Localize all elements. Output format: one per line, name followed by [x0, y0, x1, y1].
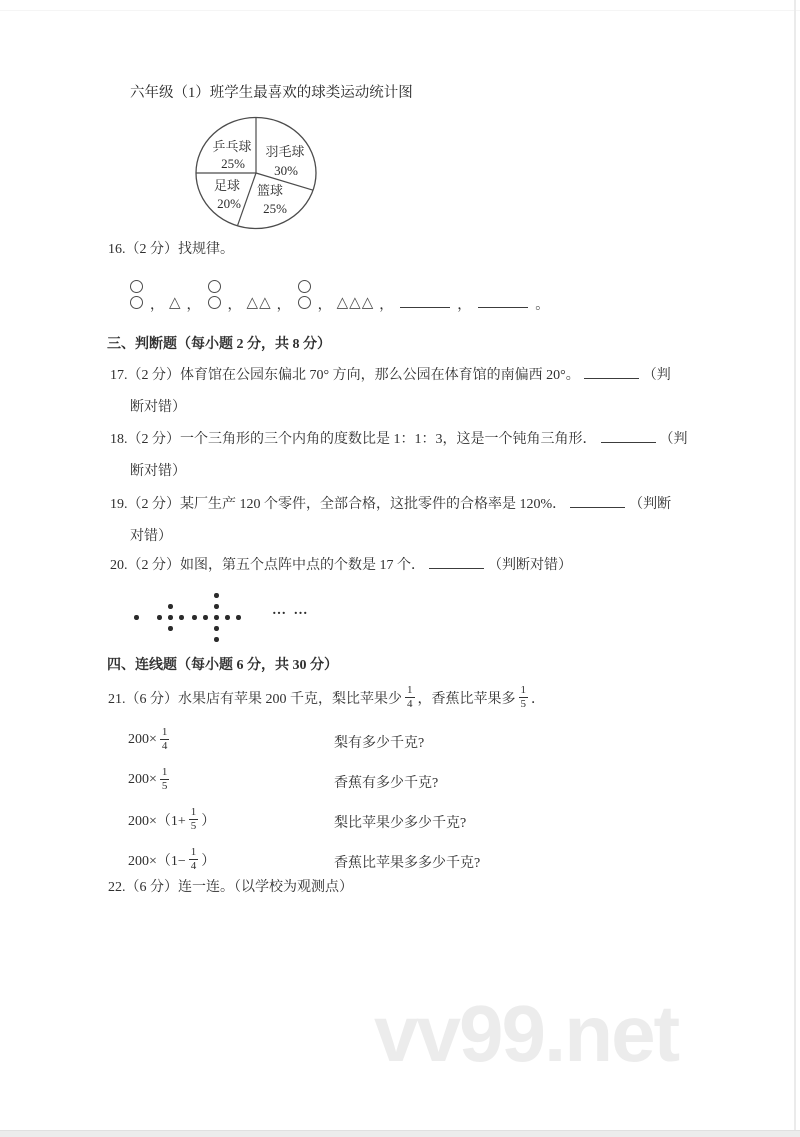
question-17-line1 [110, 367, 671, 385]
question-20-tail: （判断对错） [488, 558, 572, 573]
fraction: $\frac{1}{5}$ [190, 805, 197, 832]
question-16-pattern: ， △ ， ， △△ ， ， △△△ ， ， 。 [128, 272, 549, 310]
question-19-tail: （判断 [629, 497, 672, 512]
match-expression-1: 200× $\frac{1}{4}$ [128, 725, 168, 752]
match-expression-4: 200×（1− $\frac{1}{4}$ ） [128, 845, 216, 872]
question-17-tail: （判 [642, 368, 671, 383]
question-21-text-3: ． [531, 692, 545, 707]
question-20-text: 20.（2 分）如图，第五个点阵中点的个数是 17 个． [110, 558, 425, 573]
answer-blank [400, 305, 450, 308]
pattern-dot [192, 615, 197, 620]
question-17-text: 17.（2 分）体育馆在公园东偏北 70° 方向，那么公园在体育馆的南偏西 20°。 [110, 368, 580, 383]
question-19-line2: 对错） [130, 529, 172, 544]
match-question-2: 香蕉有多少千克? [334, 776, 439, 791]
question-21-stem [108, 682, 545, 714]
circle-pair-shape [208, 280, 221, 309]
match-question-1: 梨有多少千克? [334, 736, 425, 751]
answer-blank [478, 305, 528, 308]
question-22-label: 22.（6 分）连一连。（以学校为观测点） [108, 880, 353, 895]
svg-text:足球: 足球 [213, 178, 241, 193]
question-19-line1 [110, 496, 671, 514]
fraction: $\frac{1}{5}$ [520, 683, 526, 710]
svg-text:30%: 30% [274, 163, 298, 178]
svg-text:25%: 25% [221, 156, 245, 171]
question-21-text-1: 21.（6 分）水果店有苹果 200 千克，梨比苹果少 [108, 692, 402, 707]
question-18-line1 [110, 431, 688, 449]
match-question-4: 香蕉比苹果多多少千克? [334, 856, 481, 871]
pattern-dot [179, 615, 184, 620]
question-18-text: 18.（2 分）一个三角形的三个内角的度数比是 1：1：3，这是一个钝角三角形． [110, 432, 597, 447]
question-20-line1 [110, 557, 572, 575]
pattern-dot [214, 615, 219, 620]
pattern-dot [203, 615, 208, 620]
page-right-edge [794, 0, 796, 1137]
svg-text:20%: 20% [217, 196, 241, 211]
page-top-edge [0, 10, 800, 11]
fraction: $\frac{1}{5}$ [161, 765, 168, 792]
dot-pattern-ellipsis: … … [272, 603, 310, 618]
triangle-shapes: △△ [246, 295, 272, 311]
pie-chart [192, 112, 322, 236]
question-17-line2: 断对错） [130, 400, 186, 415]
answer-blank [570, 505, 625, 508]
triangle-shapes: △ [169, 295, 182, 311]
pattern-dot [214, 593, 219, 598]
question-19-text: 19.（2 分）某厂生产 120 个零件，全部合格，这批零件的合格率是 120%． [110, 497, 567, 512]
pattern-dot [214, 637, 219, 642]
pattern-dot [157, 615, 162, 620]
section-4-heading: 四、连线题（每小题 6 分，共 30 分） [107, 658, 338, 673]
svg-text:羽毛球: 羽毛球 [265, 144, 305, 159]
answer-blank [584, 376, 639, 379]
pattern-dot [168, 626, 173, 631]
watermark: vv99.net [374, 989, 679, 1078]
fraction: $\frac{1}{4}$ [161, 725, 168, 752]
pattern-dot [168, 615, 173, 620]
pattern-dot [236, 615, 241, 620]
svg-text:篮球: 篮球 [256, 183, 284, 198]
fraction: $\frac{1}{4}$ [190, 845, 197, 872]
circle-pair-shape [298, 280, 311, 309]
pattern-dot [134, 615, 139, 620]
pie-chart-title: 六年级（1）班学生最喜欢的球类运动统计图 [130, 85, 413, 101]
pattern-dot [214, 626, 219, 631]
svg-text:25%: 25% [263, 201, 287, 216]
question-21-text-2: ，香蕉比苹果多 [417, 692, 516, 707]
pattern-dot [214, 604, 219, 609]
svg-text:乒乓球: 乒乓球 [212, 139, 252, 154]
circle-pair-shape [130, 280, 143, 309]
pattern-dot [225, 615, 230, 620]
pattern-dot [168, 604, 173, 609]
match-expression-3: 200×（1+ $\frac{1}{5}$ ） [128, 805, 216, 832]
answer-blank [429, 566, 484, 569]
section-3-heading: 三、判断题（每小题 2 分，共 8 分） [107, 337, 331, 352]
fraction: $\frac{1}{4}$ [407, 683, 413, 710]
triangle-shapes: △△△ [336, 295, 375, 311]
question-16-label: 16.（2 分）找规律。 [108, 242, 234, 257]
question-18-line2: 断对错） [130, 464, 186, 479]
page-bottom-bar [0, 1130, 800, 1137]
match-question-3: 梨比苹果少多少千克? [334, 816, 467, 831]
answer-blank [601, 440, 656, 443]
question-18-tail: （判 [659, 432, 688, 447]
match-expression-2: 200× $\frac{1}{5}$ [128, 765, 168, 792]
